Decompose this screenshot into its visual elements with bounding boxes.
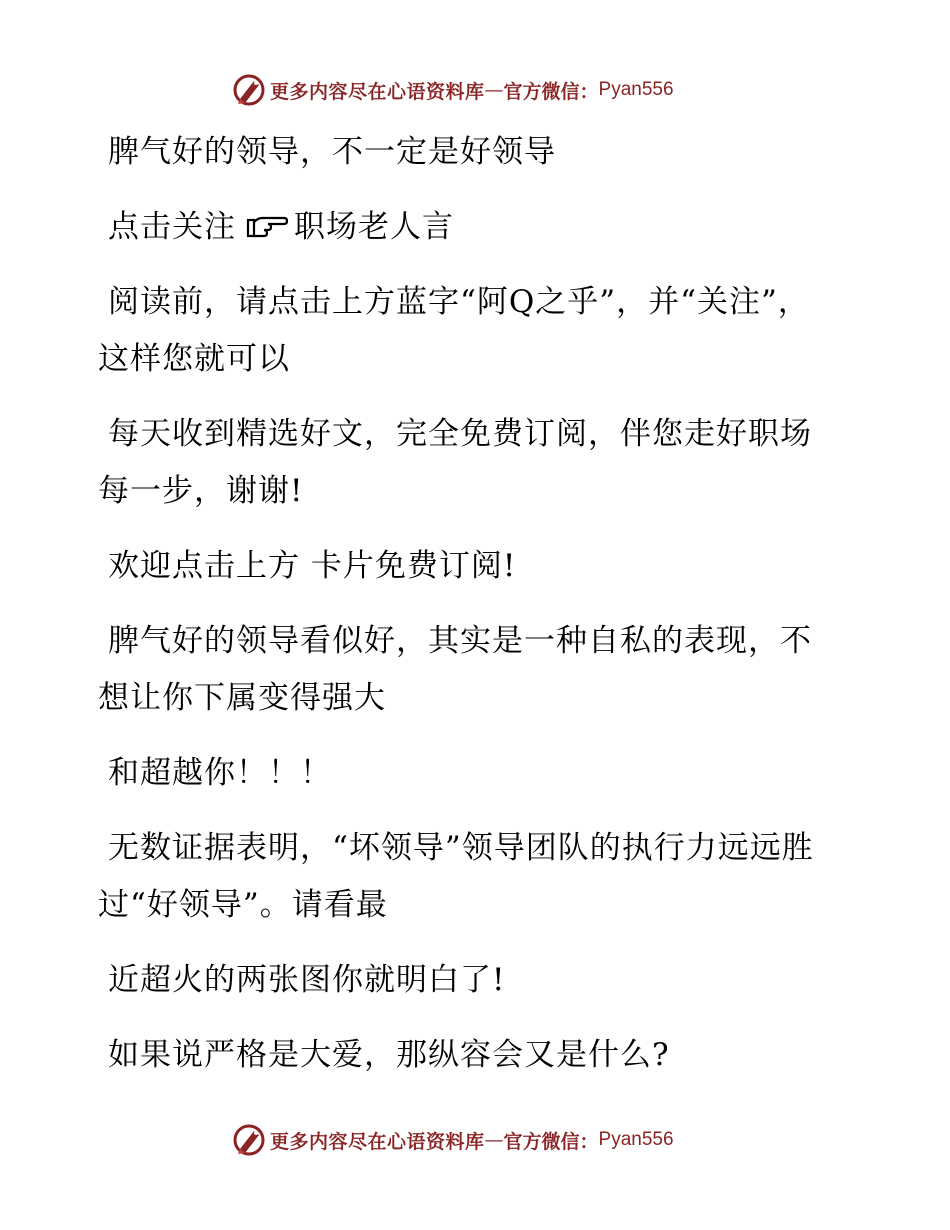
paragraph-3 xyxy=(98,274,838,388)
paragraph-text: 每天收到精选好文，完全免费订阅，伴您走好职场每一步，谢谢! xyxy=(98,416,812,509)
banner-wechat-label: 官方微信： xyxy=(503,80,599,103)
footer-watermark-banner xyxy=(232,1122,722,1158)
paragraph-text: 点击关注 xyxy=(108,209,236,245)
paragraph-text: 无数证据表明，“坏领导”领导团队的执行力远远胜过“好领导”。请看最 xyxy=(98,830,814,923)
paragraph-2 xyxy=(98,199,838,256)
banner-text: 更多内容尽在心语资料库 xyxy=(270,1130,485,1153)
paragraph-10 xyxy=(98,1027,838,1084)
paragraph-text: 职场老人言 xyxy=(294,209,454,245)
pointing-hand-icon xyxy=(244,212,288,240)
paragraph-text: 阅读前，请点击上方蓝字“阿Q之乎”，并“关注”，这样您就可以 xyxy=(98,284,810,377)
banner-wechat-id: Pyan556 xyxy=(598,1129,674,1150)
paragraph-4 xyxy=(98,406,838,520)
paragraph-text: 脾气好的领导，不一定是好领导 xyxy=(108,134,556,170)
paragraph-6 xyxy=(98,613,838,727)
paragraph-1 xyxy=(98,124,838,181)
paragraph-text: 脾气好的领导看似好，其实是一种自私的表现，不想让你下属变得强大 xyxy=(98,623,812,716)
paragraph-8 xyxy=(98,820,838,934)
paragraph-text: 和超越你！！！ xyxy=(108,755,332,791)
banner-wechat-label: 官方微信： xyxy=(503,1130,599,1153)
paragraph-text: 近超火的两张图你就明白了! xyxy=(108,962,506,998)
paragraph-5 xyxy=(98,538,838,595)
banner-text: 更多内容尽在心语资料库 xyxy=(270,80,485,103)
banner-separator: — xyxy=(484,79,504,101)
pen-logo-icon xyxy=(232,73,266,107)
paragraph-7 xyxy=(98,745,838,802)
document-body xyxy=(98,124,838,1102)
paragraph-text: 欢迎点击上方 卡片免费订阅! xyxy=(108,548,517,584)
header-watermark-banner xyxy=(232,72,722,108)
banner-wechat-id: Pyan556 xyxy=(598,79,674,100)
paragraph-text: 如果说严格是大爱，那纵容会又是什么? xyxy=(108,1037,670,1073)
banner-separator: — xyxy=(484,1129,504,1151)
pen-logo-icon xyxy=(232,1123,266,1157)
paragraph-9 xyxy=(98,952,838,1009)
